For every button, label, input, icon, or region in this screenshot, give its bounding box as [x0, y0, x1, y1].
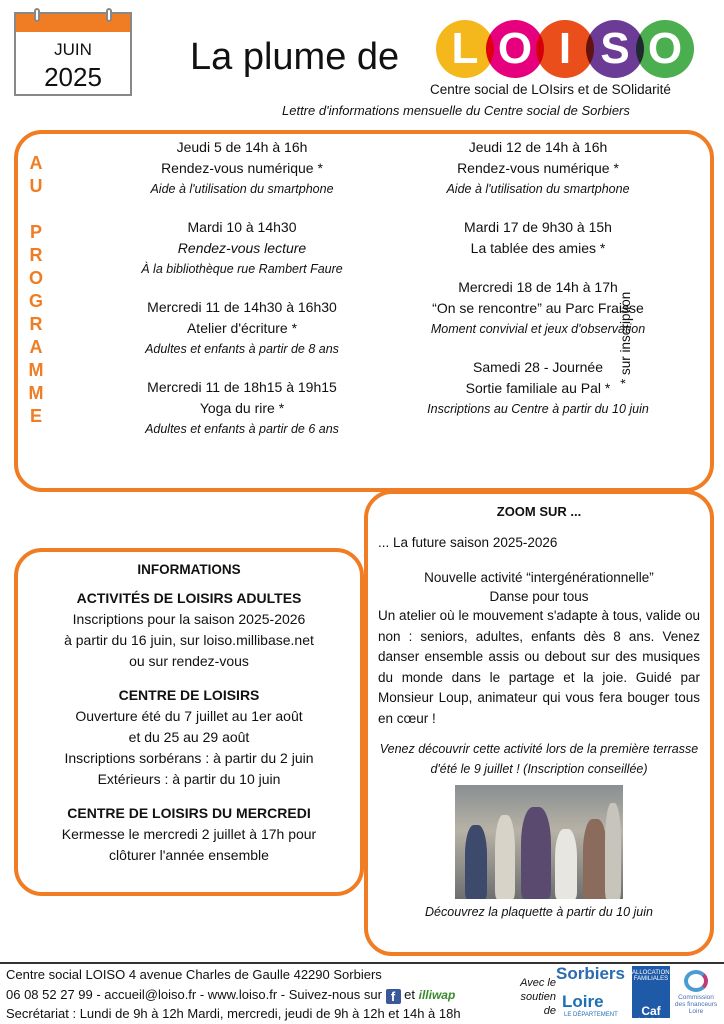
- caf-logo-name: Caf: [641, 1004, 661, 1018]
- info-block-title: ACTIVITÉS DE LOISIRS ADULTES: [76, 590, 302, 606]
- calendar-bar: [16, 14, 130, 32]
- footer-hours: Secrétariat : Lundi de 9h à 12h Mardi, mercredi, jeudi de 9h à 12h et 14h à 18h: [6, 1006, 461, 1021]
- event-note: Moment convivial et jeux d'observation: [430, 322, 646, 336]
- programme-event: [388, 137, 688, 199]
- event-note: Inscriptions au Centre à partir du 10 juin: [427, 402, 649, 416]
- programme-event: [388, 277, 688, 339]
- programme-left-column: [92, 137, 392, 457]
- tagline: Lettre d'informations mensuelle du Centre social de Sorbiers: [282, 103, 630, 118]
- event-what: Atelier d'écriture *: [186, 320, 298, 336]
- info-block-line: Inscriptions sorbérans : à partir du 2 juin: [64, 750, 314, 766]
- event-when: Mercredi 18 de 14h à 17h: [458, 279, 618, 295]
- logo-letter: O: [636, 20, 694, 78]
- info-block-line: clôturer l'année ensemble: [109, 847, 269, 863]
- subtitle: Centre social de LOIsirs et de SOlidarité: [430, 82, 671, 97]
- newsletter-title: La plume de: [190, 36, 400, 78]
- info-block-line: Inscriptions pour la saison 2025-2026: [72, 611, 306, 627]
- activity-invite: Venez découvrir cette activité lors de la première terrasse d'été le 9 juillet ! (Inscription conseillée): [379, 742, 699, 776]
- caf-logo: [632, 966, 674, 1024]
- zoom-box: [364, 490, 714, 956]
- event-what: Rendez-vous numérique *: [161, 160, 323, 176]
- activity-name: Danse pour tous: [489, 589, 589, 604]
- calendar-year: 2025: [44, 62, 102, 92]
- event-note: Adultes et enfants à partir de 8 ans: [145, 342, 339, 356]
- event-when: Jeudi 5 de 14h à 16h: [176, 139, 308, 155]
- calendar-month: JUIN: [54, 40, 92, 59]
- event-what: Rendez-vous numérique *: [457, 160, 619, 176]
- logo-letter: S: [586, 20, 644, 78]
- event-note: Adultes et enfants à partir de 6 ans: [145, 422, 339, 436]
- programme-vertical-label: [26, 152, 46, 428]
- event-when: Mercredi 11 de 18h15 à 19h15: [147, 379, 337, 395]
- vertical-letter: O: [28, 268, 43, 288]
- programme-right-column: [388, 137, 688, 437]
- activity-description: Un atelier où le mouvement s'adapte à tous, valide ou non : seniors, adultes, enfants dès 8 ans. Venez danser ensemble assis ou debout sur des musiques du monde dans le partage et la joie. Guidé par Monsieur Loup, animateur qui vous fera bouger tous en cœur !: [378, 608, 700, 726]
- info-block-title: CENTRE DE LOISIRS DU MERCREDI: [67, 805, 311, 821]
- vertical-letter: R: [29, 245, 43, 265]
- event-what: Sortie familiale au Pal *: [465, 380, 611, 396]
- zoom-lead: ... La future saison 2025-2026: [378, 535, 558, 550]
- event-what: La tablée des amies *: [470, 240, 606, 256]
- programme-event: [92, 217, 392, 279]
- loire-logo: Loire: [562, 992, 604, 1011]
- info-block-title: CENTRE DE LOISIRS: [118, 687, 260, 703]
- vertical-letter: U: [29, 176, 43, 196]
- illiwap-logo[interactable]: illiwap: [418, 988, 456, 1002]
- footer-contact: [6, 986, 455, 1004]
- footer-et: et: [404, 987, 416, 1002]
- info-block: [18, 684, 360, 790]
- informations-box: [14, 548, 364, 896]
- logo-letter: O: [486, 20, 544, 78]
- zoom-heading: ZOOM SUR ...: [496, 504, 582, 519]
- loiso-logo: [436, 20, 706, 78]
- vertical-letter: M: [28, 383, 44, 403]
- informations-heading: INFORMATIONS: [137, 562, 241, 577]
- inscription-note: * sur inscription: [618, 291, 633, 384]
- event-when: Mardi 10 à 14h30: [187, 219, 297, 235]
- event-when: Mercredi 11 de 14h30 à 16h30: [147, 299, 337, 315]
- info-block-line: Ouverture été du 7 juillet au 1er août: [75, 708, 303, 724]
- event-what: Rendez-vous lecture: [177, 240, 307, 256]
- info-block: [18, 587, 360, 672]
- loire-logo-sub: LE DÉPARTEMENT: [564, 1012, 618, 1018]
- event-when: Mardi 17 de 9h30 à 15h: [464, 219, 612, 235]
- commission-icon: [684, 970, 708, 992]
- footer-address: Centre social LOISO 4 avenue Charles de Gaulle 42290 Sorbiers: [6, 967, 382, 982]
- event-note: À la bibliothèque rue Rambert Faure: [141, 262, 343, 276]
- info-block-line: Extérieurs : à partir du 10 juin: [97, 771, 281, 787]
- activity-type: Nouvelle activité “intergénérationnelle”: [424, 570, 654, 585]
- support-label: Avec le soutien de: [520, 977, 556, 1017]
- vertical-letter: P: [29, 222, 42, 242]
- info-block-line: et du 25 au 29 août: [128, 729, 250, 745]
- sorbiers-logo: Sorbiers: [556, 964, 625, 983]
- photo-caption: Découvrez la plaquette à partir du 10 juin: [425, 905, 653, 919]
- event-note: Aide à l'utilisation du smartphone: [446, 182, 630, 196]
- facebook-icon[interactable]: f: [386, 989, 401, 1004]
- logo-letter: I: [536, 20, 594, 78]
- event-when: Jeudi 12 de 14h à 16h: [468, 139, 608, 155]
- logo-letter: L: [436, 20, 494, 78]
- info-block-line: à partir du 16 juin, sur loiso.millibase.net: [64, 632, 314, 648]
- info-block-line: Kermesse le mercredi 2 juillet à 17h pour: [61, 826, 317, 842]
- vertical-letter: A: [29, 153, 43, 173]
- programme-event: [92, 297, 392, 359]
- programme-event: [388, 357, 688, 419]
- vertical-letter: [26, 198, 46, 221]
- calendar-badge: [14, 12, 132, 96]
- caf-logo-top: ALLOCATIONS FAMILIALES: [632, 970, 674, 982]
- programme-event: [388, 217, 688, 259]
- commission-logo: [674, 970, 718, 1015]
- programme-event: [92, 377, 392, 439]
- event-note: Aide à l'utilisation du smartphone: [150, 182, 334, 196]
- event-what: Yoga du rire *: [199, 400, 285, 416]
- vertical-letter: A: [29, 337, 43, 357]
- info-block-line: ou sur rendez-vous: [129, 653, 249, 669]
- info-block: [18, 802, 360, 866]
- vertical-letter: M: [28, 360, 44, 380]
- vertical-letter: E: [29, 406, 42, 426]
- vertical-letter: R: [29, 314, 43, 334]
- dance-photo: [455, 785, 623, 899]
- caf-logo-sub: de la Loire: [636, 1018, 666, 1024]
- event-when: Samedi 28 - Journée: [473, 359, 603, 375]
- vertical-letter: G: [28, 291, 43, 311]
- footer-contact-text: 06 08 52 27 99 - accueil@loiso.fr - www.loiso.fr - Suivez-nous sur: [6, 987, 382, 1002]
- commission-label: Commission des financeurs Loire: [674, 994, 718, 1015]
- event-what: “On se rencontre” au Parc Fraisse: [432, 300, 644, 316]
- programme-event: [92, 137, 392, 199]
